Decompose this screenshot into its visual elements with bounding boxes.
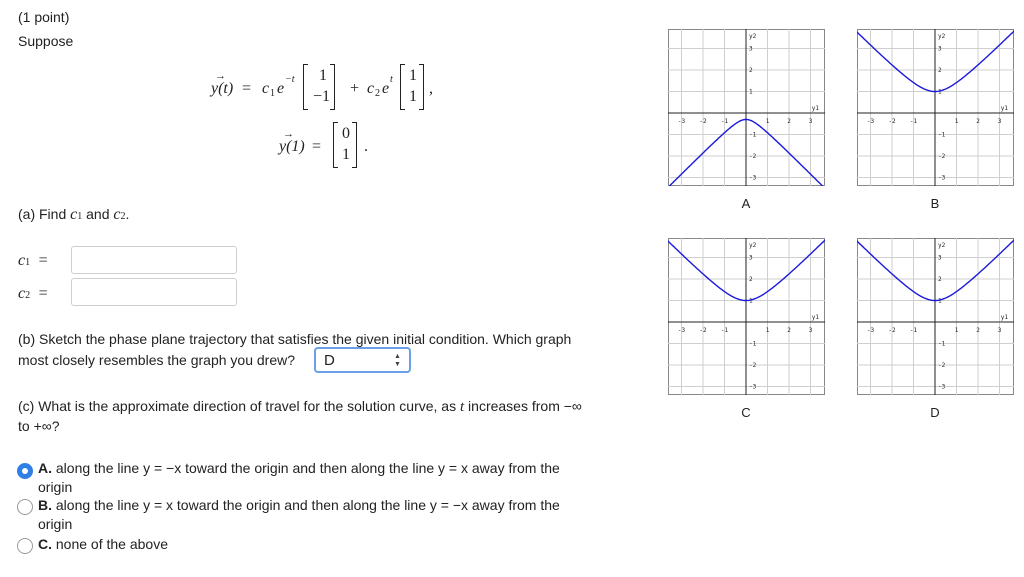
x-tick-label: 1 — [765, 327, 770, 334]
y-tick-label: -3 — [938, 383, 946, 391]
y-tick-label: 2 — [749, 276, 753, 283]
matrix-bracket-left — [333, 122, 338, 168]
graph-c[interactable] — [668, 238, 825, 395]
x-tick-label: -3 — [866, 327, 875, 334]
y-tick-label: 2 — [938, 276, 942, 283]
matrix-bracket-right — [352, 122, 357, 168]
x-tick-label: -3 — [866, 118, 875, 125]
select-arrows-icon: ▲▼ — [394, 353, 401, 368]
y-tick-label: -2 — [938, 362, 946, 369]
intro-text: Suppose — [18, 33, 74, 49]
y-tick-label: -2 — [749, 153, 757, 160]
y-tick-label: 3 — [749, 254, 753, 262]
graph-a[interactable] — [668, 29, 825, 186]
x-tick-label: 1 — [954, 327, 959, 334]
y-tick-label: -2 — [749, 362, 757, 369]
graph-b[interactable] — [857, 29, 1014, 186]
y-tick-label: -3 — [749, 174, 757, 182]
y-tick-label: -1 — [938, 131, 946, 139]
c2-label: c2 = — [18, 285, 48, 302]
c1-input[interactable] — [71, 246, 237, 274]
matrix-bracket-right — [330, 64, 335, 110]
x-tick-label: 3 — [808, 327, 813, 334]
x-tick-label: -1 — [720, 118, 729, 125]
part-c-line2: to +∞? — [18, 418, 60, 434]
x-tick-label: 3 — [808, 118, 813, 125]
radio-option-b[interactable] — [17, 499, 33, 515]
graph-select[interactable] — [314, 347, 411, 373]
x-tick-label: -1 — [909, 327, 918, 334]
graph-d-caption: D — [930, 405, 940, 420]
y-tick-label: 2 — [749, 67, 753, 74]
points-label: (1 point) — [18, 9, 70, 25]
y-tick-label: -3 — [749, 383, 757, 391]
x-tick-label: 3 — [997, 327, 1002, 334]
x-tick-label: 3 — [997, 118, 1002, 125]
graph-select-value: D — [324, 352, 335, 369]
y-tick-label: -1 — [938, 340, 946, 348]
y-tick-label: 1 — [749, 88, 753, 96]
matrix-bracket-right — [419, 64, 424, 110]
x-tick-label: 2 — [787, 118, 791, 125]
radio-option-a[interactable] — [17, 463, 33, 479]
radio-option-c[interactable] — [17, 538, 33, 554]
x-tick-label: -2 — [888, 327, 896, 334]
option-a-text: A. along the line y = −x toward the origin and then along the line y = x away from the — [38, 460, 560, 476]
y-tick-label: -1 — [749, 131, 757, 139]
y-tick-label: 1 — [749, 297, 753, 305]
y-tick-label: -1 — [749, 340, 757, 348]
y-of-t: y(t) — [211, 80, 234, 97]
part-b-line1: (b) Sketch the phase plane trajectory that satisfies the given initial condition. Which graph — [18, 331, 572, 347]
x-tick-label: 1 — [765, 118, 770, 125]
option-b-text: B. along the line y = x toward the origin and then along the line y = −x away from the — [38, 497, 560, 513]
y-tick-label: 3 — [938, 254, 942, 262]
y-tick-label: -3 — [938, 174, 946, 182]
c2-input[interactable] — [71, 278, 237, 306]
matrix-bracket-left — [400, 64, 405, 110]
y-axis-label: y2 — [749, 33, 757, 40]
graph-a-caption: A — [741, 196, 751, 211]
x-tick-label: -3 — [677, 327, 686, 334]
x-tick-label: 2 — [787, 327, 791, 334]
graph-b-caption: B — [930, 196, 940, 211]
y-tick-label: -2 — [938, 153, 946, 160]
x-tick-label: -1 — [720, 327, 729, 334]
matrix-bracket-left — [303, 64, 308, 110]
c1-label: c1 = — [18, 252, 48, 269]
y-tick-label: 1 — [938, 297, 942, 305]
part-a-prompt: (a) Find c1 and c2. — [18, 206, 130, 223]
x-axis-label: y1 — [1000, 314, 1008, 321]
x-tick-label: -2 — [699, 327, 707, 334]
option-b-cont: origin — [38, 516, 73, 532]
option-c-text: C. none of the above — [38, 536, 168, 552]
x-tick-label: 2 — [976, 118, 980, 125]
y-tick-label: 3 — [938, 45, 942, 53]
y-axis-label: y2 — [938, 33, 946, 40]
x-axis-label: y1 — [811, 105, 819, 112]
graph-c-caption: C — [741, 405, 751, 420]
y-of-1: y(1) — [279, 138, 305, 155]
y-tick-label: 3 — [749, 45, 753, 53]
y-tick-label: 1 — [938, 88, 942, 96]
x-tick-label: -1 — [909, 118, 918, 125]
option-a-cont: origin — [38, 479, 73, 495]
x-axis-label: y1 — [811, 314, 819, 321]
x-tick-label: -3 — [677, 118, 686, 125]
part-c-line1: (c) What is the approximate direction of travel for the solution curve, as t increases from −∞ — [18, 398, 582, 415]
y-tick-label: 2 — [938, 67, 942, 74]
x-tick-label: 1 — [954, 118, 959, 125]
x-tick-label: -2 — [699, 118, 707, 125]
y-axis-label: y2 — [938, 242, 946, 249]
part-b-line2: most closely resembles the graph you drew? — [18, 352, 296, 368]
graph-d[interactable] — [857, 238, 1014, 395]
y-axis-label: y2 — [749, 242, 757, 249]
x-tick-label: 2 — [976, 327, 980, 334]
x-tick-label: -2 — [888, 118, 896, 125]
x-axis-label: y1 — [1000, 105, 1008, 112]
